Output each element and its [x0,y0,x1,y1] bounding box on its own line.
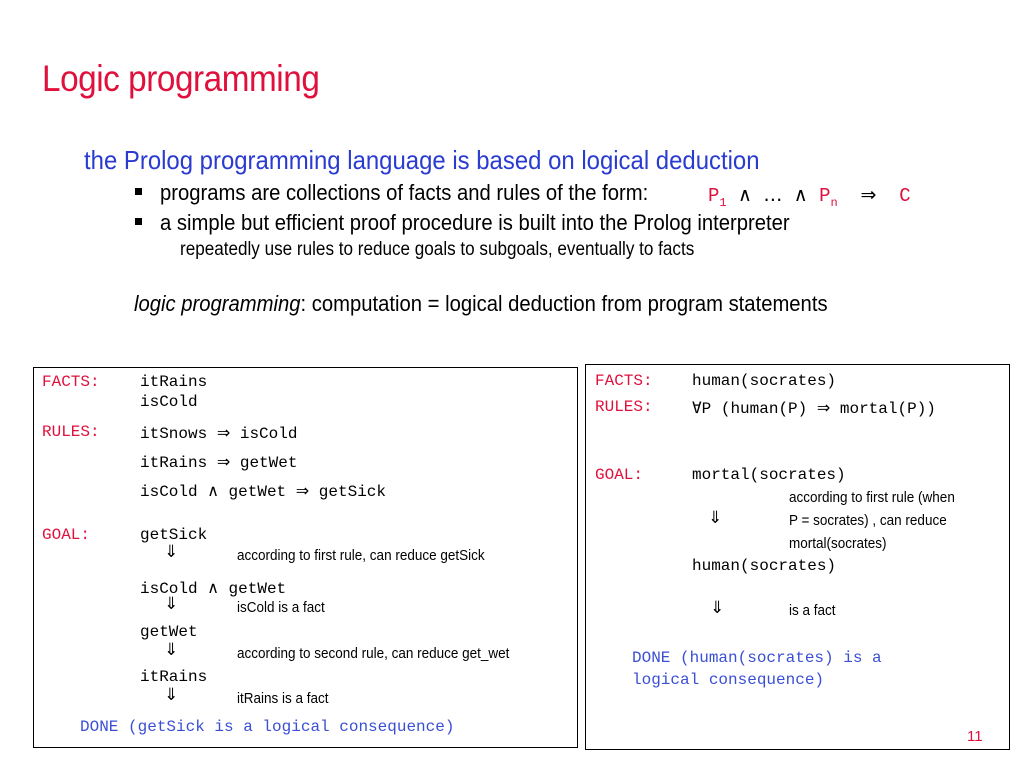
definition-term: logic programming [134,291,301,316]
fact-1: itRains [140,373,208,391]
facts-label: FACTS: [42,373,100,391]
note-3: according to second rule, can reduce get_wet [237,645,510,662]
note-2: isCold is a fact [237,599,325,616]
step-1: isCold ∧ getWet [140,578,287,598]
and-icon: ∧ [207,481,219,500]
note-1: according to first rule, can reduce getSick [237,547,485,564]
square-bullet-icon [135,188,142,195]
fact-2: isCold [140,393,198,411]
and-icon: ∧ [207,578,219,597]
definition-line [134,291,828,317]
formula-implies: ⇒ [860,184,877,206]
left-example-box [33,367,578,748]
bullet-item-1 [135,180,691,206]
step-3: itRains [140,668,208,686]
formula-and-1: ∧ [738,184,752,206]
bullet-text-2: a simple but efficient proof procedure is built into the Prolog interpreter [160,210,790,235]
step-1: human(socrates) [692,557,837,575]
implies-icon: ⇒ [295,481,310,500]
note-2: is a fact [789,602,836,619]
down-arrow-icon: ⇓ [708,508,723,528]
done-text: DONE (getSick is a logical consequence) [80,718,455,736]
sub-bullet-text: repeatedly use rules to reduce goals to subgoals, eventually to facts [180,239,695,260]
down-arrow-icon: ⇓ [164,640,179,660]
rules-label: RULES: [42,423,100,441]
step-2: getWet [140,623,198,641]
implies-icon: ⇒ [216,423,231,442]
bullet-text-1: programs are collections of facts and rules of the form: [160,180,649,205]
rules-label: RULES: [595,398,653,416]
page-number: 11 [967,728,983,745]
down-arrow-icon: ⇓ [164,685,179,705]
formula-p1: P [708,185,720,207]
bullet-item-2 [135,210,844,236]
fact-1: human(socrates) [692,372,837,390]
rule-form-formula [708,184,911,210]
formula-pn: P [819,185,831,207]
rule-1: ∀P (human(P) ⇒ mortal(P)) [692,398,936,418]
definition-text: : computation = logical deduction from program statements [300,291,828,316]
implies-icon: ⇒ [216,452,231,471]
square-bullet-icon [135,218,142,225]
facts-label: FACTS: [595,372,653,390]
down-arrow-icon: ⇓ [710,598,725,618]
slide-subtitle: the Prolog programming language is based on logical deduction [84,145,760,175]
formula-subn: n [830,195,838,210]
goal: getSick [140,526,208,544]
goal-label: GOAL: [42,526,91,544]
rule-1: itSnows ⇒ isCold [140,423,298,443]
down-arrow-icon: ⇓ [164,594,179,614]
formula-sub1: 1 [719,195,727,210]
goal: mortal(socrates) [692,466,846,484]
down-arrow-icon: ⇓ [164,542,179,562]
note-4: itRains is a fact [237,690,329,707]
done-line-2: logical consequence) [632,671,825,689]
done-line-1: DONE (human(socrates) is a [632,649,882,667]
note-1-line-2: P = socrates) , can reduce [789,512,947,529]
right-example-box [585,364,1010,750]
formula-and-2: ∧ [793,184,808,206]
rule-3: isCold ∧ getWet ⇒ getSick [140,481,386,501]
formula-c: C [899,185,911,207]
slide-title: Logic programming [42,58,320,99]
rule-2: itRains ⇒ getWet [140,452,298,472]
formula-ellipsis: … [763,184,783,206]
note-1-line-1: according to first rule (when [789,489,955,506]
note-1-line-3: mortal(socrates) [789,535,887,552]
goal-label: GOAL: [595,466,644,484]
implies-icon: ⇒ [816,398,831,417]
